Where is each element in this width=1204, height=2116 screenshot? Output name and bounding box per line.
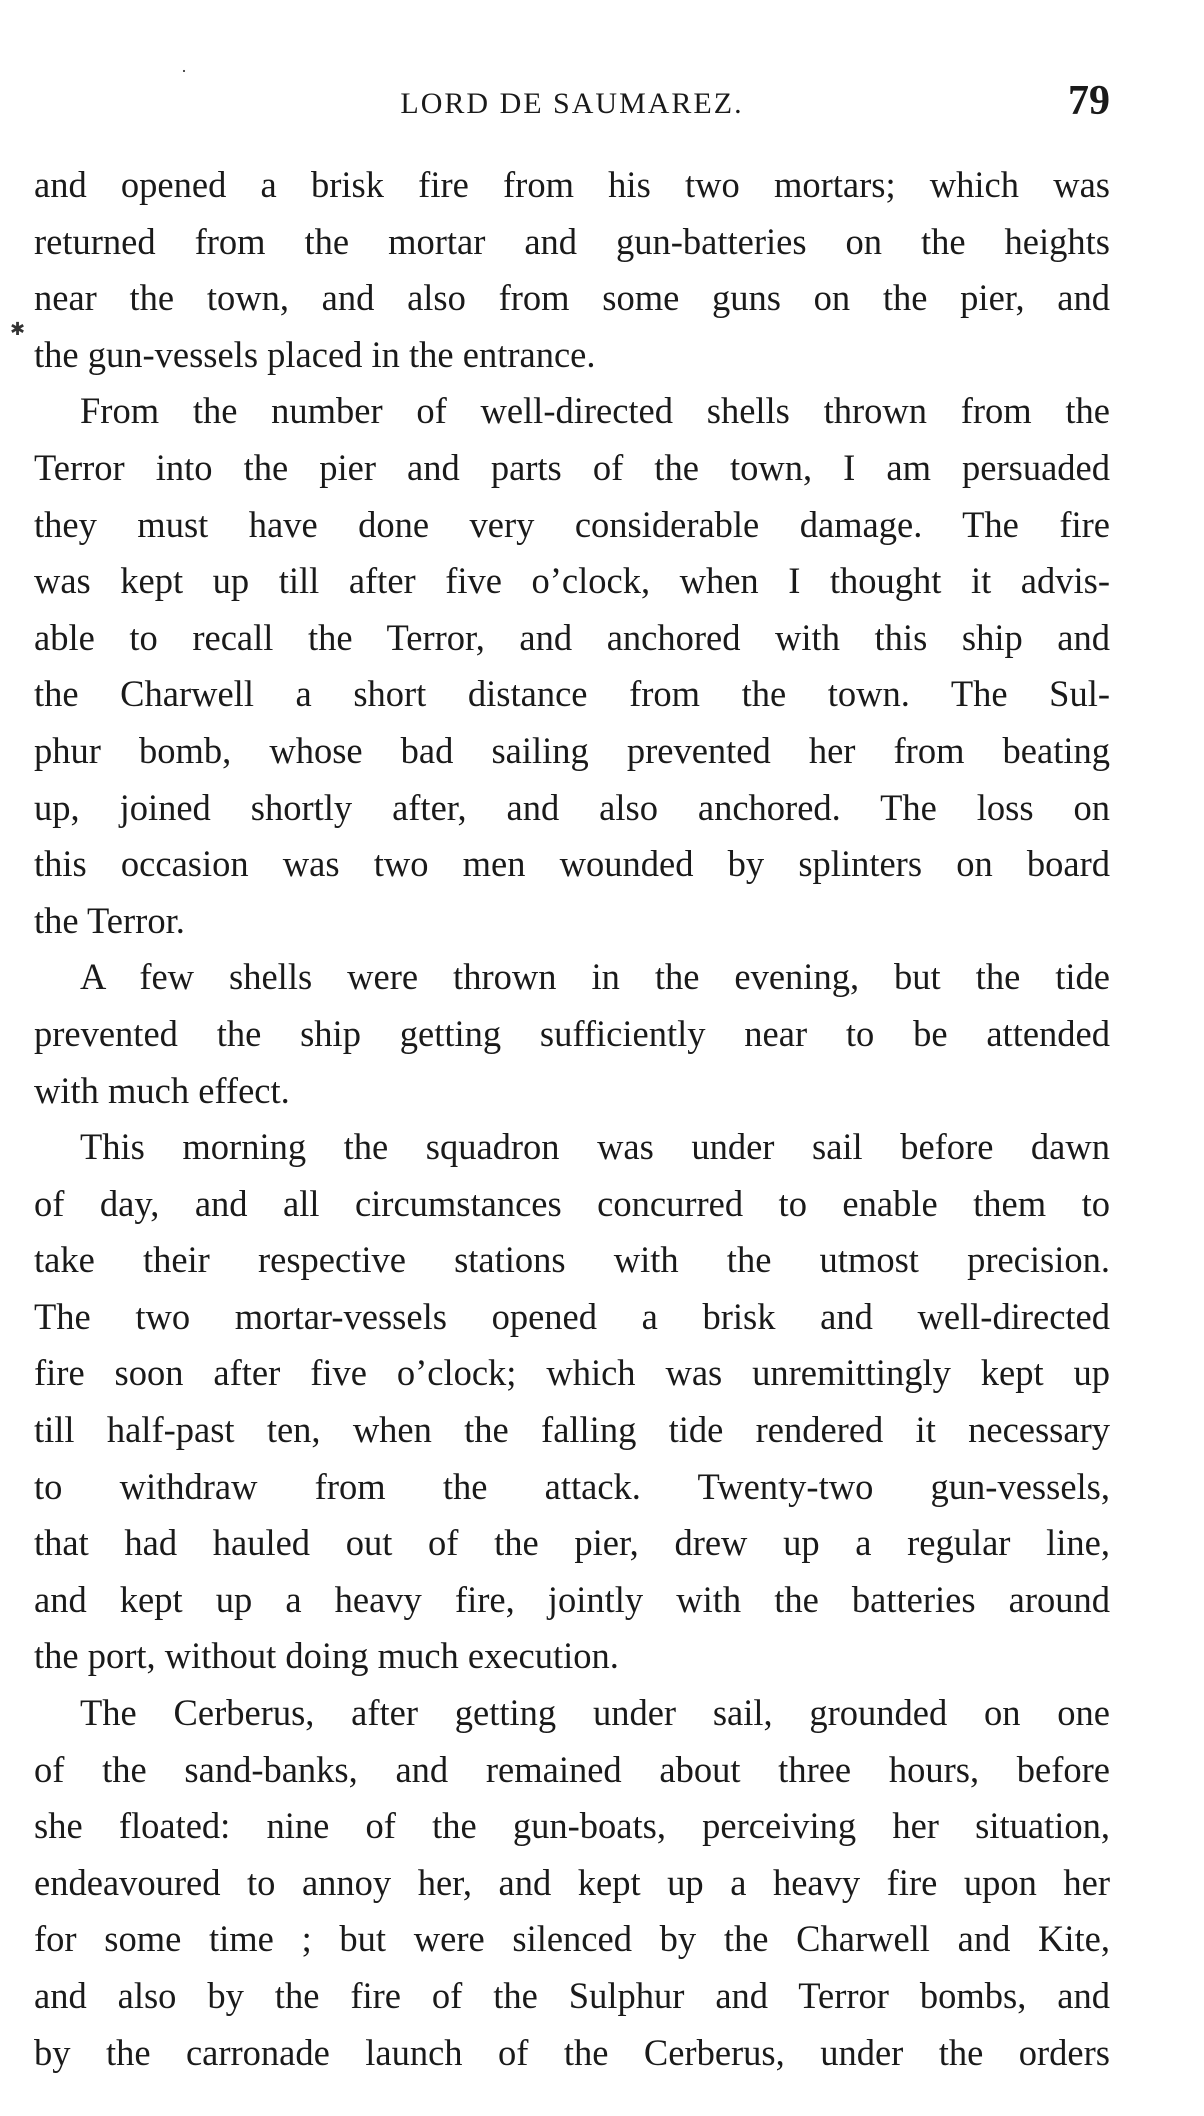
text-line: this occasion was two men wounded by splinters on board — [34, 843, 1110, 885]
text-line: prevented the ship getting sufficiently near to be attended — [34, 1012, 1110, 1054]
text-line: Terror into the pier and parts of the town, I am persuaded — [34, 446, 1110, 488]
text-line: endeavoured to annoy her, and kept up a heavy fire upon her — [34, 1861, 1110, 1903]
text-line: take their respective stations with the utmost precision. — [34, 1239, 1110, 1281]
text-line: she floated: nine of the gun-boats, perceiving her situation, — [34, 1805, 1110, 1847]
text-line: of day, and all circumstances concurred to enable them to — [34, 1182, 1110, 1224]
text-line: and opened a brisk fire from his two mortars; which was — [34, 164, 1110, 205]
text-line: of the sand-banks, and remained about three hours, before — [34, 1748, 1110, 1790]
text-line: and also by the fire of the Sulphur and Terror bombs, and — [34, 1975, 1110, 2016]
text-line: near the town, and also from some guns on the pier, and — [34, 277, 1110, 319]
text-line: phur bomb, whose bad sailing prevented her from beating — [34, 729, 1110, 771]
text-line: This morning the squadron was under sail before dawn — [80, 1126, 1110, 1168]
text-line: A few shells were thrown in the evening, but the tide — [80, 956, 1110, 998]
text-line: the gun-vessels placed in the entrance. — [34, 333, 596, 375]
text-line: the Charwell a short distance from the town. The Sul- — [34, 673, 1110, 715]
text-line: till half-past ten, when the falling tide rendered it necessary — [34, 1409, 1110, 1451]
page-number: 79 — [1068, 78, 1110, 124]
text-line: up, joined shortly after, and also anchored. The loss on — [34, 786, 1110, 828]
text-line: the Terror. — [34, 899, 185, 941]
text-line: The two mortar-vessels opened a brisk and well-directed — [34, 1295, 1110, 1337]
text-line: with much effect. — [34, 1069, 290, 1111]
text-line: returned from the mortar and gun-batteries on the heights — [34, 220, 1110, 262]
text-line: to withdraw from the attack. Twenty-two gun-vessels, — [34, 1465, 1110, 1507]
text-line: that had hauled out of the pier, drew up a regular line, — [34, 1522, 1110, 1564]
running-head — [34, 78, 1110, 128]
running-title: LORD DE SAUMAREZ. — [400, 87, 744, 120]
text-line: by the carronade launch of the Cerberus, under the orders — [34, 2031, 1110, 2073]
body-text — [34, 157, 1110, 2081]
text-line: for some time ; but were silenced by the Charwell and Kite, — [34, 1918, 1110, 1960]
text-line: and kept up a heavy fire, jointly with the batteries around — [34, 1578, 1110, 1620]
text-line: fire soon after five o’clock; which was unremittingly kept up — [34, 1352, 1110, 1394]
text-line: was kept up till after five o’clock, when I thought it advis- — [34, 560, 1110, 602]
print-speck-mark: · — [181, 61, 187, 81]
text-line: the port, without doing much execution. — [34, 1635, 619, 1677]
marginal-asterisk-mark: ✱ — [10, 319, 26, 339]
text-line: From the number of well-directed shells thrown from the — [80, 390, 1110, 432]
text-line: able to recall the Terror, and anchored with this ship and — [34, 616, 1110, 658]
text-line: they must have done very considerable damage. The fire — [34, 503, 1110, 545]
text-line: The Cerberus, after getting under sail, grounded on one — [80, 1692, 1110, 1734]
